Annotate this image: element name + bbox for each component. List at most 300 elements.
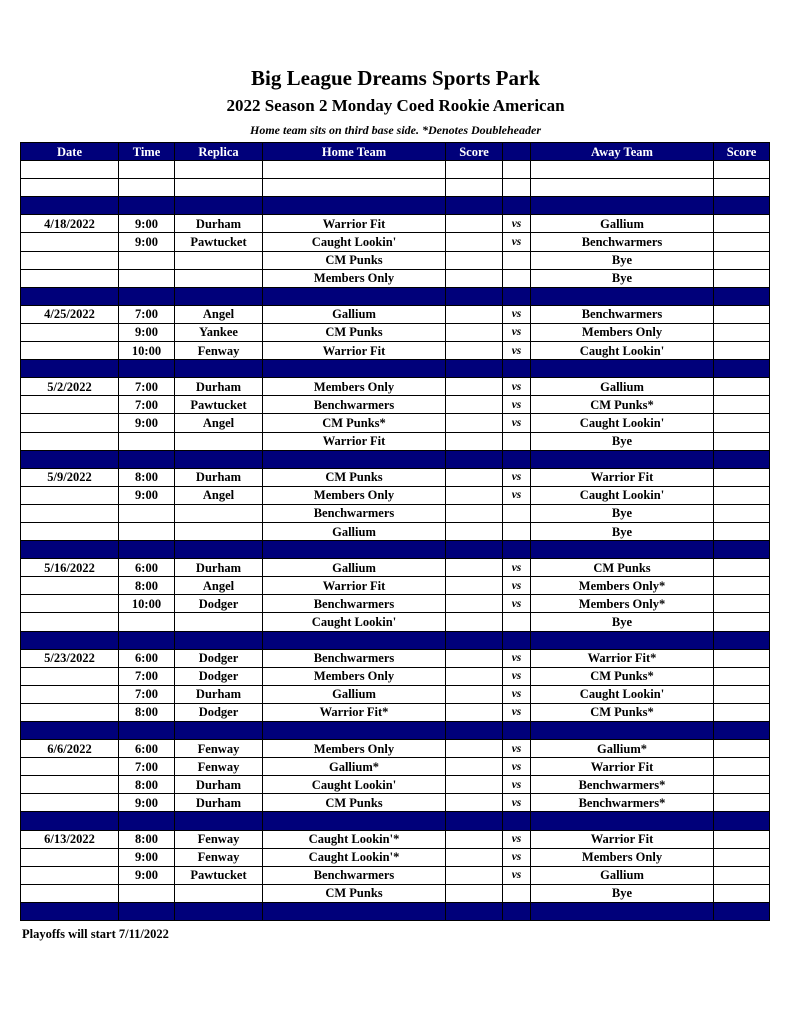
playoffs-note: Playoffs will start 7/11/2022 [22,927,169,941]
home-score-cell [446,559,503,577]
game-row [21,233,770,251]
vs-cell: vs [503,559,531,577]
time-cell: 8:00 [119,830,175,848]
vs-cell: vs [503,685,531,703]
vs-cell [503,450,531,468]
replica-cell [175,722,263,740]
week-separator-row [21,722,770,740]
time-cell [119,287,175,305]
away-team-cell: Members Only [531,848,714,866]
time-cell [119,197,175,215]
home-score-cell [446,432,503,450]
game-row [21,215,770,233]
time-cell: 9:00 [119,233,175,251]
week-separator-row [21,197,770,215]
page-title: Big League Dreams Sports Park [251,66,540,90]
replica-cell: Durham [175,559,263,577]
vs-cell: vs [503,396,531,414]
away-score-cell [714,215,770,233]
header-home-score: Score [446,143,503,161]
time-cell [119,631,175,649]
away-team-cell: Bye [531,522,714,540]
replica-cell [175,541,263,559]
home-score-cell [446,342,503,360]
game-row [21,396,770,414]
blank-row [21,161,770,179]
home-score-cell [446,776,503,794]
home-score-cell [446,179,503,197]
time-cell: 8:00 [119,577,175,595]
home-team-cell: CM Punks [263,323,446,341]
week-separator-row [21,902,770,920]
time-cell: 9:00 [119,848,175,866]
replica-cell: Dodger [175,595,263,613]
away-team-cell: Bye [531,269,714,287]
home-score-cell [446,649,503,667]
date-cell [21,161,119,179]
home-score-cell [446,450,503,468]
replica-cell: Fenway [175,758,263,776]
replica-cell: Durham [175,215,263,233]
game-row [21,577,770,595]
time-cell: 8:00 [119,703,175,721]
game-row [21,414,770,432]
replica-cell: Durham [175,794,263,812]
away-team-cell [531,360,714,378]
date-cell [21,323,119,341]
home-score-cell [446,595,503,613]
away-team-cell: Caught Lookin' [531,685,714,703]
game-row [21,740,770,758]
time-cell [119,450,175,468]
replica-cell: Angel [175,486,263,504]
home-team-cell: CM Punks [263,884,446,902]
game-row [21,703,770,721]
away-team-cell: Warrior Fit* [531,649,714,667]
replica-cell: Pawtucket [175,396,263,414]
time-cell [119,504,175,522]
vs-cell: vs [503,233,531,251]
vs-cell: vs [503,414,531,432]
replica-cell: Durham [175,776,263,794]
replica-cell [175,360,263,378]
home-score-cell [446,902,503,920]
header-row [21,143,770,161]
home-score-cell [446,468,503,486]
away-team-cell: Bye [531,432,714,450]
week-separator-row [21,541,770,559]
replica-cell: Fenway [175,342,263,360]
away-score-cell [714,197,770,215]
vs-cell: vs [503,323,531,341]
header-away-team: Away Team [531,143,714,161]
date-cell [21,486,119,504]
away-team-cell: Caught Lookin' [531,414,714,432]
game-row [21,468,770,486]
date-cell [21,812,119,830]
game-row [21,504,770,522]
away-team-cell [531,450,714,468]
away-team-cell: Benchwarmers* [531,776,714,794]
doubleheader-note: Home team sits on third base side. *Denotes Doubleheader [250,123,541,137]
home-team-cell: Caught Lookin' [263,613,446,631]
game-row [21,848,770,866]
game-row [21,830,770,848]
home-team-cell [263,722,446,740]
time-cell: 7:00 [119,685,175,703]
replica-cell: Pawtucket [175,866,263,884]
away-team-cell: Gallium [531,215,714,233]
time-cell [119,722,175,740]
home-score-cell [446,486,503,504]
date-cell [21,450,119,468]
away-score-cell [714,758,770,776]
date-cell [21,360,119,378]
home-team-cell: Warrior Fit [263,577,446,595]
week-separator-row [21,360,770,378]
vs-cell [503,269,531,287]
game-row [21,667,770,685]
blank-row [21,179,770,197]
vs-cell [503,613,531,631]
away-team-cell: CM Punks* [531,703,714,721]
vs-cell: vs [503,649,531,667]
home-score-cell [446,722,503,740]
time-cell: 9:00 [119,215,175,233]
vs-cell [503,631,531,649]
vs-cell [503,161,531,179]
replica-cell: Angel [175,414,263,432]
home-score-cell [446,396,503,414]
date-cell [21,703,119,721]
vs-cell [503,432,531,450]
game-row [21,758,770,776]
home-score-cell [446,740,503,758]
away-team-cell: Gallium [531,378,714,396]
date-cell [21,884,119,902]
game-row [21,323,770,341]
home-team-cell: Gallium [263,559,446,577]
game-row [21,649,770,667]
game-row [21,613,770,631]
replica-cell: Dodger [175,649,263,667]
vs-cell: vs [503,667,531,685]
date-cell: 5/2/2022 [21,378,119,396]
replica-cell: Durham [175,685,263,703]
away-team-cell: Bye [531,613,714,631]
date-cell [21,848,119,866]
away-score-cell [714,396,770,414]
game-row [21,559,770,577]
away-score-cell [714,848,770,866]
time-cell: 8:00 [119,776,175,794]
time-cell: 6:00 [119,740,175,758]
away-team-cell: CM Punks* [531,667,714,685]
replica-cell: Yankee [175,323,263,341]
time-cell: 7:00 [119,396,175,414]
time-cell: 9:00 [119,794,175,812]
date-cell [21,722,119,740]
time-cell [119,522,175,540]
home-team-cell [263,631,446,649]
game-row [21,269,770,287]
vs-cell: vs [503,378,531,396]
home-score-cell [446,812,503,830]
date-cell [21,197,119,215]
away-score-cell [714,631,770,649]
home-score-cell [446,504,503,522]
home-score-cell [446,703,503,721]
vs-cell: vs [503,866,531,884]
away-score-cell [714,468,770,486]
away-team-cell [531,722,714,740]
vs-cell: vs [503,794,531,812]
home-team-cell: Members Only [263,740,446,758]
date-cell [21,902,119,920]
date-cell [21,631,119,649]
game-row [21,776,770,794]
home-team-cell: Members Only [263,486,446,504]
home-team-cell: Members Only [263,667,446,685]
away-score-cell [714,323,770,341]
time-cell [119,902,175,920]
header-home-team: Home Team [263,143,446,161]
time-cell: 7:00 [119,378,175,396]
date-cell [21,667,119,685]
date-cell [21,269,119,287]
home-team-cell: Benchwarmers [263,649,446,667]
date-cell [21,396,119,414]
time-cell: 9:00 [119,486,175,504]
replica-cell: Angel [175,305,263,323]
home-team-cell [263,287,446,305]
replica-cell [175,450,263,468]
date-cell: 5/9/2022 [21,468,119,486]
home-score-cell [446,251,503,269]
home-score-cell [446,685,503,703]
vs-cell: vs [503,776,531,794]
time-cell: 10:00 [119,595,175,613]
vs-cell: vs [503,848,531,866]
time-cell: 10:00 [119,342,175,360]
game-row [21,685,770,703]
home-score-cell [446,577,503,595]
home-score-cell [446,522,503,540]
away-score-cell [714,685,770,703]
home-team-cell: Caught Lookin'* [263,830,446,848]
page-subtitle: 2022 Season 2 Monday Coed Rookie American [226,96,565,115]
away-team-cell [531,902,714,920]
home-team-cell: Warrior Fit [263,432,446,450]
header-date: Date [21,143,119,161]
home-team-cell [263,812,446,830]
away-score-cell [714,522,770,540]
away-score-cell [714,866,770,884]
game-row [21,342,770,360]
vs-cell [503,197,531,215]
away-score-cell [714,504,770,522]
replica-cell: Dodger [175,703,263,721]
away-score-cell [714,486,770,504]
time-cell: 7:00 [119,305,175,323]
date-cell [21,414,119,432]
replica-cell [175,631,263,649]
home-score-cell [446,758,503,776]
date-cell: 6/13/2022 [21,830,119,848]
home-score-cell [446,884,503,902]
home-score-cell [446,414,503,432]
away-team-cell [531,541,714,559]
away-score-cell [714,830,770,848]
replica-cell: Durham [175,378,263,396]
home-team-cell: Gallium [263,522,446,540]
away-score-cell [714,414,770,432]
home-team-cell [263,450,446,468]
schedule-body [21,161,770,921]
home-team-cell: Caught Lookin' [263,233,446,251]
home-team-cell [263,360,446,378]
away-team-cell: Members Only* [531,577,714,595]
vs-cell [503,541,531,559]
away-team-cell: Bye [531,884,714,902]
home-score-cell [446,613,503,631]
vs-cell [503,287,531,305]
home-score-cell [446,541,503,559]
home-score-cell [446,360,503,378]
date-cell: 5/16/2022 [21,559,119,577]
away-team-cell: CM Punks* [531,396,714,414]
replica-cell: Fenway [175,830,263,848]
home-team-cell [263,161,446,179]
date-cell [21,577,119,595]
date-cell [21,287,119,305]
home-team-cell: Gallium [263,685,446,703]
game-row [21,522,770,540]
away-team-cell: Gallium* [531,740,714,758]
game-row [21,866,770,884]
home-team-cell: Members Only [263,269,446,287]
vs-cell: vs [503,830,531,848]
home-score-cell [446,197,503,215]
away-score-cell [714,161,770,179]
away-score-cell [714,233,770,251]
home-team-cell: Benchwarmers [263,396,446,414]
home-score-cell [446,233,503,251]
game-row [21,432,770,450]
replica-cell [175,522,263,540]
away-team-cell: Members Only [531,323,714,341]
replica-cell [175,613,263,631]
home-team-cell: Warrior Fit [263,215,446,233]
away-score-cell [714,577,770,595]
header-replica: Replica [175,143,263,161]
home-team-cell: Warrior Fit* [263,703,446,721]
vs-cell [503,902,531,920]
away-score-cell [714,342,770,360]
vs-cell [503,722,531,740]
replica-cell: Dodger [175,667,263,685]
replica-cell [175,251,263,269]
away-score-cell [714,541,770,559]
away-team-cell: Gallium [531,866,714,884]
time-cell: 9:00 [119,414,175,432]
date-cell [21,541,119,559]
home-team-cell: Benchwarmers [263,504,446,522]
home-score-cell [446,323,503,341]
header-vs [503,143,531,161]
away-score-cell [714,902,770,920]
vs-cell: vs [503,486,531,504]
game-row [21,794,770,812]
away-score-cell [714,740,770,758]
home-team-cell: CM Punks [263,251,446,269]
away-team-cell: Bye [531,504,714,522]
home-score-cell [446,305,503,323]
week-separator-row [21,450,770,468]
date-cell [21,595,119,613]
time-cell [119,251,175,269]
vs-cell [503,251,531,269]
schedule-table [20,142,770,921]
replica-cell [175,179,263,197]
away-team-cell: Warrior Fit [531,830,714,848]
home-score-cell [446,161,503,179]
home-team-cell: Caught Lookin'* [263,848,446,866]
away-score-cell [714,305,770,323]
away-score-cell [714,450,770,468]
week-separator-row [21,287,770,305]
away-score-cell [714,432,770,450]
home-team-cell: Caught Lookin' [263,776,446,794]
away-score-cell [714,269,770,287]
game-row [21,595,770,613]
home-score-cell [446,269,503,287]
date-cell: 4/25/2022 [21,305,119,323]
time-cell: 6:00 [119,559,175,577]
home-score-cell [446,667,503,685]
home-score-cell [446,866,503,884]
away-team-cell [531,161,714,179]
vs-cell [503,179,531,197]
date-cell [21,758,119,776]
time-cell [119,179,175,197]
vs-cell: vs [503,758,531,776]
replica-cell: Fenway [175,848,263,866]
home-score-cell [446,794,503,812]
date-cell [21,866,119,884]
date-cell [21,776,119,794]
date-cell: 4/18/2022 [21,215,119,233]
replica-cell [175,902,263,920]
home-team-cell [263,179,446,197]
home-team-cell: Warrior Fit [263,342,446,360]
away-team-cell [531,179,714,197]
replica-cell: Pawtucket [175,233,263,251]
replica-cell [175,812,263,830]
away-score-cell [714,703,770,721]
away-score-cell [714,179,770,197]
replica-cell [175,269,263,287]
week-separator-row [21,631,770,649]
time-cell [119,161,175,179]
week-separator-row [21,812,770,830]
away-team-cell [531,287,714,305]
home-team-cell: Benchwarmers [263,866,446,884]
away-score-cell [714,595,770,613]
away-team-cell: Benchwarmers [531,233,714,251]
away-score-cell [714,722,770,740]
home-score-cell [446,378,503,396]
